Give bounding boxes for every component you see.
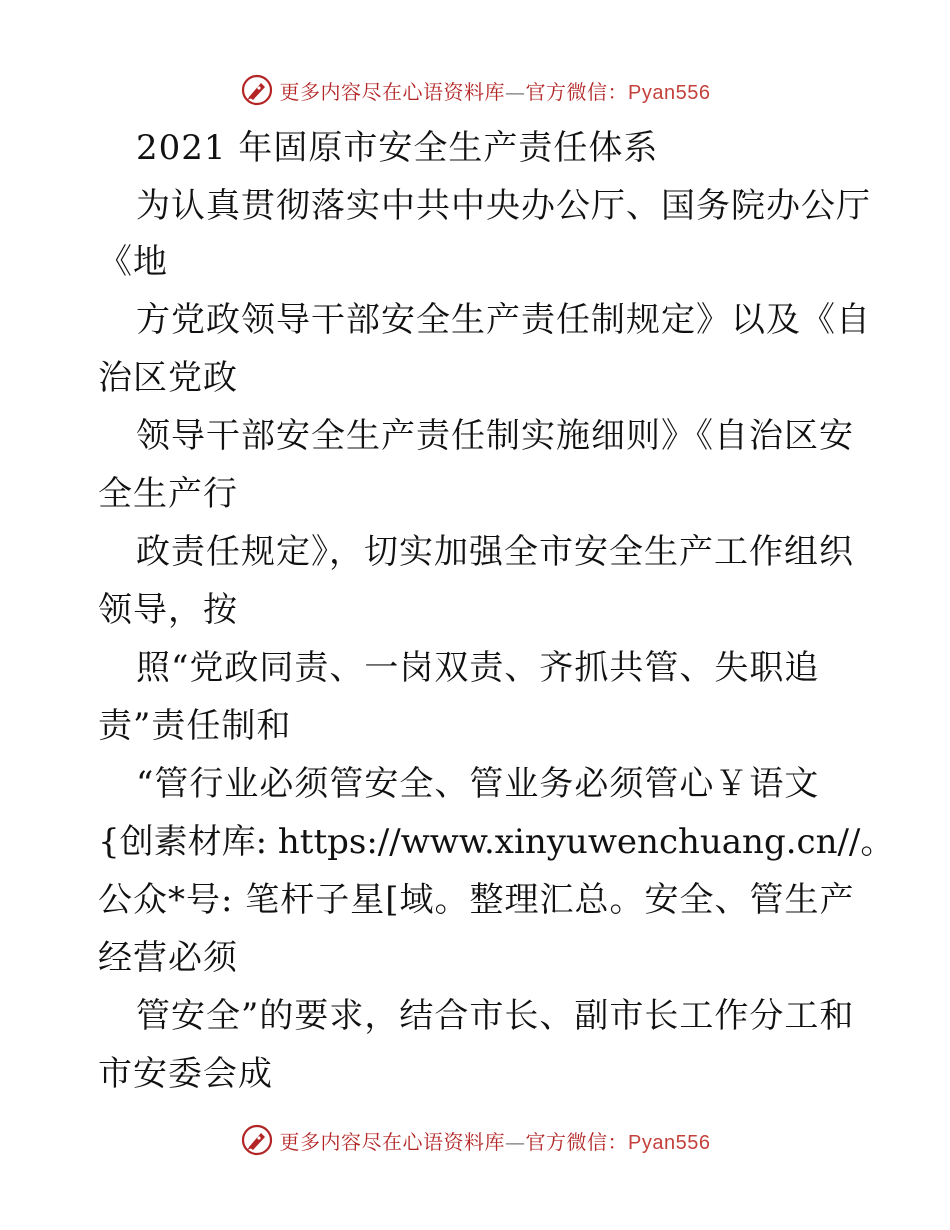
text-line: “管行业必须管安全、管业务必须管心￥语文 <box>136 764 820 804</box>
text-line: 公众*号: 笔杆子星[域。整理汇总。安全、管生产 <box>98 880 855 920</box>
header-watermark-banner <box>0 70 950 110</box>
watermark-main-text: 更多内容尽在心语资料库 <box>279 1129 506 1154</box>
text-line: 治区党政 <box>98 358 238 398</box>
text-line: 管安全”的要求，结合市长、副市长工作分工和 <box>136 996 855 1036</box>
watermark-text <box>280 76 711 105</box>
text-line: 《地 <box>98 242 168 282</box>
document-title: 2021 年固原市安全生产责任体系 <box>136 128 659 168</box>
text-line: 全生产行 <box>98 474 238 514</box>
text-line: 照“党政同责、一岗双责、齐抓共管、失职追 <box>136 648 820 688</box>
wechat-id: Pyan556 <box>628 1131 711 1154</box>
wechat-label: 官方微信： <box>525 79 629 104</box>
text-line: 责”责任制和 <box>98 706 292 746</box>
text-line: 市安委会成 <box>98 1054 273 1094</box>
fountain-pen-logo-icon <box>240 73 274 107</box>
fountain-pen-logo-icon <box>240 1123 274 1157</box>
text-line: 为认真贯彻落实中共中央办公厅、国务院办公厅 <box>136 186 871 226</box>
watermark-separator: — <box>505 1129 526 1154</box>
watermark-separator: — <box>505 79 526 104</box>
wechat-id: Pyan556 <box>628 81 711 104</box>
text-line: 领导，按 <box>98 590 238 630</box>
text-line: 领导干部安全生产责任制实施细则》《自治区安 <box>136 416 854 456</box>
wechat-label: 官方微信： <box>525 1129 629 1154</box>
watermark-main-text: 更多内容尽在心语资料库 <box>279 79 506 104</box>
watermark-text <box>280 1126 711 1155</box>
text-line: 政责任规定》，切实加强全市安全生产工作组织 <box>136 532 854 572</box>
text-line: 方党政领导干部安全生产责任制规定》以及《自 <box>136 300 871 340</box>
text-line: {创素材库: https://www.xinyuwenchuang.cn//。 <box>98 822 895 862</box>
footer-watermark-banner <box>0 1120 950 1160</box>
text-line: 经营必须 <box>98 938 238 978</box>
